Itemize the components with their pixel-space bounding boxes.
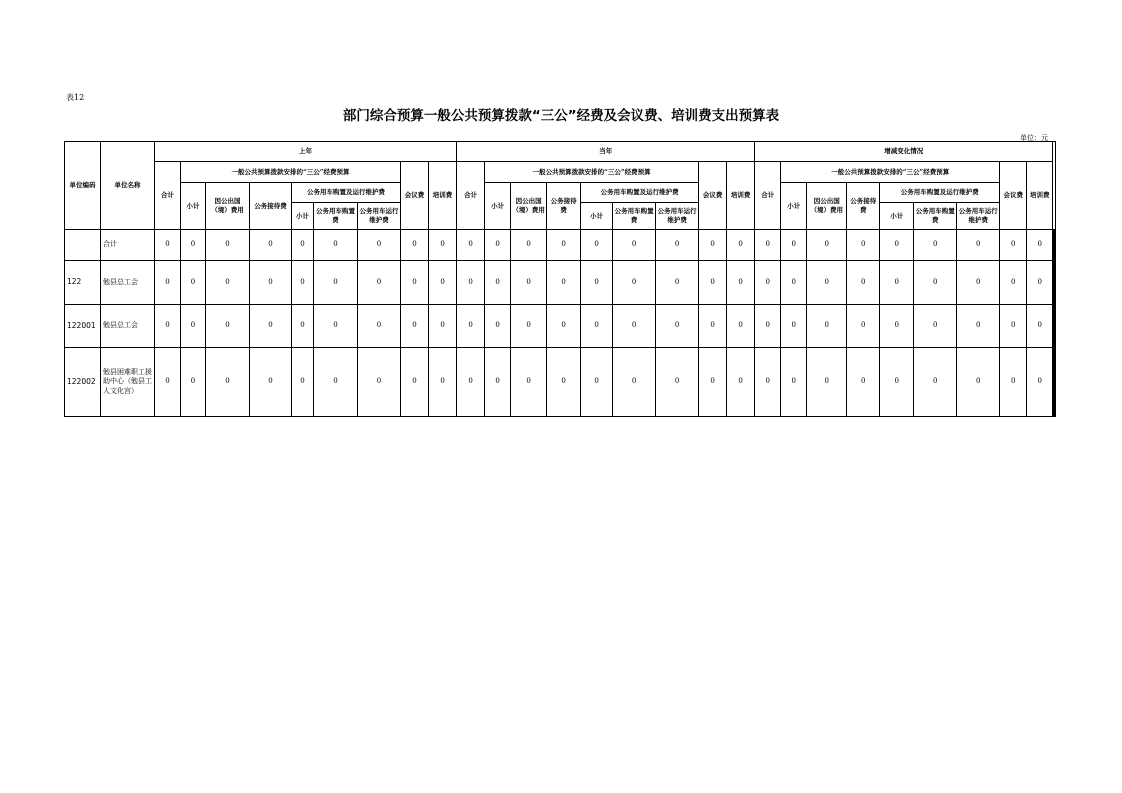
value-cell: 0 <box>511 348 547 417</box>
header-group-previous-year: 上年 <box>155 142 457 162</box>
header-subtotal: 小计 <box>485 183 511 230</box>
value-cell: 0 <box>847 230 880 261</box>
value-cell: 0 <box>457 230 485 261</box>
value-cell: 0 <box>292 305 314 348</box>
value-cell: 0 <box>755 261 781 305</box>
value-cell: 0 <box>880 305 914 348</box>
value-cell: 0 <box>1000 305 1027 348</box>
header-training-fee: 培训费 <box>429 162 457 230</box>
header-training-fee: 培训费 <box>727 162 755 230</box>
value-cell: 0 <box>181 305 206 348</box>
value-cell: 0 <box>292 348 314 417</box>
value-cell: 0 <box>914 305 957 348</box>
value-cell: 0 <box>206 305 250 348</box>
value-cell: 0 <box>206 261 250 305</box>
unit-code-cell: 122001 <box>65 305 101 348</box>
value-cell: 0 <box>547 261 581 305</box>
header-sangong-budget: 一般公共预算拨款安排的“三公”经费预算 <box>181 162 401 183</box>
value-cell: 0 <box>1000 230 1027 261</box>
value-cell: 0 <box>613 348 656 417</box>
value-cell: 0 <box>781 305 807 348</box>
value-cell: 0 <box>847 348 880 417</box>
unit-name-cell: 勉县困难职工援助中心（勉县工人文化宫） <box>101 348 155 417</box>
value-cell: 0 <box>755 348 781 417</box>
header-vehicle-operation: 公务用车运行维护费 <box>358 203 401 230</box>
value-cell: 0 <box>250 305 292 348</box>
value-cell: 0 <box>401 261 429 305</box>
value-cell: 0 <box>457 348 485 417</box>
unit-name-cell: 勉县总工会 <box>101 261 155 305</box>
value-cell: 0 <box>358 261 401 305</box>
budget-table <box>64 141 1056 417</box>
value-cell: 0 <box>457 261 485 305</box>
header-group-change: 增减变化情况 <box>755 142 1053 162</box>
unit-code-cell: 122 <box>65 261 101 305</box>
header-total: 合计 <box>457 162 485 230</box>
header-vehicle-subtotal: 小计 <box>292 203 314 230</box>
value-cell: 0 <box>181 348 206 417</box>
table-body <box>65 230 1056 417</box>
value-cell: 0 <box>1000 261 1027 305</box>
value-cell: 0 <box>847 261 880 305</box>
header-meeting-fee: 会议费 <box>699 162 727 230</box>
value-cell: 0 <box>699 261 727 305</box>
value-cell: 0 <box>206 230 250 261</box>
value-cell: 0 <box>1027 261 1053 305</box>
value-cell <box>1055 348 1056 417</box>
header-vehicle-subtotal: 小计 <box>581 203 613 230</box>
header-vehicle-purchase: 公务用车购置费 <box>914 203 957 230</box>
value-cell: 0 <box>547 230 581 261</box>
value-cell: 0 <box>429 348 457 417</box>
header-unit-name: 单位名称 <box>101 142 155 230</box>
value-cell: 0 <box>358 230 401 261</box>
value-cell: 0 <box>314 305 358 348</box>
value-cell: 0 <box>880 261 914 305</box>
page-title: 部门综合预算一般公共预算拨款“三公”经费及会议费、培训费支出预算表 <box>342 108 780 124</box>
value-cell: 0 <box>401 348 429 417</box>
value-cell: 0 <box>485 305 511 348</box>
value-cell: 0 <box>250 348 292 417</box>
unit-code-cell: 122002 <box>65 348 101 417</box>
value-cell: 0 <box>957 305 1000 348</box>
value-cell: 0 <box>581 348 613 417</box>
value-cell: 0 <box>485 348 511 417</box>
header-reception-fee: 公务接待费 <box>250 183 292 230</box>
value-cell: 0 <box>755 305 781 348</box>
value-cell: 0 <box>292 230 314 261</box>
value-cell: 0 <box>429 305 457 348</box>
table-number: 表12 <box>66 93 85 102</box>
value-cell: 0 <box>781 261 807 305</box>
value-cell: 0 <box>781 348 807 417</box>
header-reception-fee: 公务接待费 <box>547 183 581 230</box>
value-cell: 0 <box>457 305 485 348</box>
value-cell: 0 <box>511 261 547 305</box>
header-vehicle-purchase: 公务用车购置费 <box>613 203 656 230</box>
value-cell: 0 <box>1027 305 1053 348</box>
unit-name-cell: 合计 <box>101 230 155 261</box>
value-cell: 0 <box>485 230 511 261</box>
value-cell: 0 <box>181 230 206 261</box>
value-cell: 0 <box>914 348 957 417</box>
value-cell: 0 <box>807 261 847 305</box>
value-cell: 0 <box>847 305 880 348</box>
value-cell: 0 <box>250 230 292 261</box>
value-cell: 0 <box>781 230 807 261</box>
header-vehicle-subtotal: 小计 <box>880 203 914 230</box>
value-cell: 0 <box>807 230 847 261</box>
value-cell: 0 <box>401 230 429 261</box>
value-cell: 0 <box>155 305 181 348</box>
header-vehicle-operation: 公务用车运行维护费 <box>957 203 1000 230</box>
value-cell: 0 <box>155 230 181 261</box>
table-row <box>65 348 1056 417</box>
header-training-fee: 培训费 <box>1027 162 1053 230</box>
header-abroad-fee: 因公出国（境）费用 <box>807 183 847 230</box>
value-cell: 0 <box>511 230 547 261</box>
value-cell: 0 <box>511 305 547 348</box>
value-cell: 0 <box>155 261 181 305</box>
table-header <box>65 142 1056 230</box>
header-vehicle-total: 公务用车购置及运行维护费 <box>292 183 401 203</box>
value-cell: 0 <box>613 230 656 261</box>
value-cell: 0 <box>914 261 957 305</box>
value-cell: 0 <box>699 305 727 348</box>
value-cell: 0 <box>314 348 358 417</box>
header-group-current-year: 当年 <box>457 142 755 162</box>
value-cell: 0 <box>547 305 581 348</box>
value-cell: 0 <box>613 261 656 305</box>
header-vehicle-total: 公务用车购置及运行维护费 <box>581 183 699 203</box>
value-cell: 0 <box>181 261 206 305</box>
value-cell: 0 <box>727 261 755 305</box>
value-cell: 0 <box>699 348 727 417</box>
header-subtotal: 小计 <box>781 183 807 230</box>
header-total: 合计 <box>755 162 781 230</box>
header-vehicle-operation: 公务用车运行维护费 <box>656 203 699 230</box>
value-cell: 0 <box>880 230 914 261</box>
header-unit-code: 单位编码 <box>65 142 101 230</box>
value-cell: 0 <box>401 305 429 348</box>
value-cell: 0 <box>581 305 613 348</box>
value-cell: 0 <box>957 348 1000 417</box>
header-abroad-fee: 因公出国（境）费用 <box>511 183 547 230</box>
value-cell: 0 <box>957 230 1000 261</box>
value-cell: 0 <box>727 230 755 261</box>
value-cell: 0 <box>727 305 755 348</box>
value-cell: 0 <box>727 348 755 417</box>
header-vehicle-total: 公务用车购置及运行维护费 <box>880 183 1000 203</box>
header-reception-fee: 公务接待费 <box>847 183 880 230</box>
value-cell: 0 <box>250 261 292 305</box>
table-row <box>65 305 1056 348</box>
unit-name-cell: 勉县总工会 <box>101 305 155 348</box>
value-cell: 0 <box>485 261 511 305</box>
value-cell: 0 <box>656 230 699 261</box>
value-cell: 0 <box>656 305 699 348</box>
value-cell <box>1055 305 1056 348</box>
header-vehicle-purchase: 公务用车购置费 <box>314 203 358 230</box>
value-cell: 0 <box>957 261 1000 305</box>
header-total: 合计 <box>155 162 181 230</box>
value-cell: 0 <box>880 348 914 417</box>
value-cell: 0 <box>358 305 401 348</box>
unit-label: 单位：元 <box>1020 134 1048 142</box>
value-cell: 0 <box>429 230 457 261</box>
header-subtotal: 小计 <box>181 183 206 230</box>
value-cell: 0 <box>914 230 957 261</box>
value-cell: 0 <box>155 348 181 417</box>
table-row <box>65 230 1056 261</box>
value-cell: 0 <box>807 348 847 417</box>
value-cell: 0 <box>807 305 847 348</box>
value-cell: 0 <box>292 261 314 305</box>
unit-code-cell <box>65 230 101 261</box>
header-sangong-budget: 一般公共预算拨款安排的“三公”经费预算 <box>781 162 1000 183</box>
value-cell: 0 <box>1000 348 1027 417</box>
value-cell: 0 <box>314 230 358 261</box>
header-meeting-fee: 会议费 <box>1000 162 1027 230</box>
value-cell: 0 <box>1027 348 1053 417</box>
value-cell: 0 <box>206 348 250 417</box>
value-cell: 0 <box>699 230 727 261</box>
value-cell: 0 <box>581 230 613 261</box>
value-cell: 0 <box>656 348 699 417</box>
value-cell <box>1055 230 1056 261</box>
value-cell <box>1055 261 1056 305</box>
value-cell: 0 <box>755 230 781 261</box>
header-meeting-fee: 会议费 <box>401 162 429 230</box>
value-cell: 0 <box>547 348 581 417</box>
value-cell: 0 <box>613 305 656 348</box>
value-cell: 0 <box>314 261 358 305</box>
value-cell: 0 <box>429 261 457 305</box>
header-abroad-fee: 因公出国（境）费用 <box>206 183 250 230</box>
value-cell: 0 <box>1027 230 1053 261</box>
value-cell: 0 <box>358 348 401 417</box>
table-row <box>65 261 1056 305</box>
value-cell: 0 <box>656 261 699 305</box>
value-cell: 0 <box>581 261 613 305</box>
header-sangong-budget: 一般公共预算拨款安排的“三公”经费预算 <box>485 162 699 183</box>
